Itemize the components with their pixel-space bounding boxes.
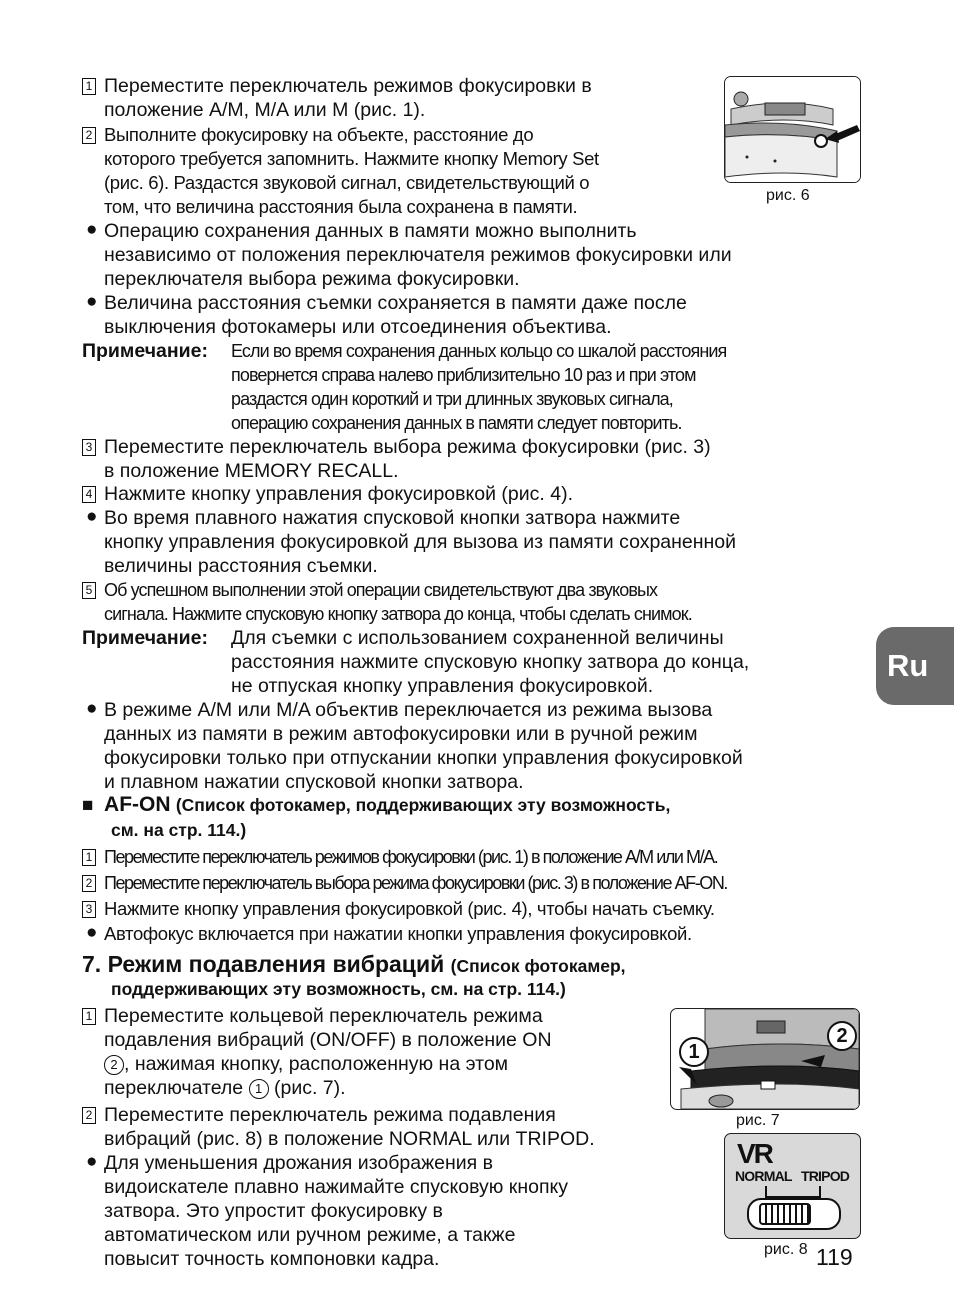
bullet-c-line2: данных из памяти в режим автофокусировки или в ручной режим (104, 723, 698, 745)
note2-line1: Для съемки с использованием сохраненной величины (231, 627, 724, 649)
step5-line2: сигнала. Нажмите спусковую кнопку затвора до конца, чтобы сделать снимок. (104, 604, 692, 624)
step2-line3: (рис. 6). Раздастся звуковой сигнал, свидетельствующий о (104, 172, 590, 193)
bullet-d: Автофокус включается при нажатии кнопки управления фокусировкой. (104, 923, 692, 944)
step4-line1: Нажмите кнопку управления фокусировкой (рис. 4). (104, 483, 573, 505)
section7-title: 7. Режим подавления вибраций (Список фотокамер, (82, 951, 626, 977)
step2-line1: Выполните фокусировку на объекте, расстояние до (104, 124, 534, 145)
step-number: 2 (82, 1107, 96, 1124)
step-number: 1 (82, 849, 96, 866)
bullet-a1-line3: переключателя выбора режима фокусировки. (104, 268, 520, 290)
circled-number-icon: 2 (104, 1055, 124, 1075)
step-number: 2 (82, 875, 96, 892)
step-number: 2 (82, 127, 96, 144)
afon-heading: ■ AF-ON (Список фотокамер, поддерживающих эту возможность, (82, 793, 671, 816)
bullet-icon: ● (86, 922, 98, 943)
marker-1-icon: 1 (679, 1037, 709, 1067)
bullet-b-line2: кнопку управления фокусировкой для вызова из памяти сохраненной (104, 531, 737, 553)
vr-step2-line2: вибраций (рис. 8) в положение NORMAL или TRIPOD. (104, 1128, 595, 1150)
switch-bracket (765, 1186, 821, 1198)
switch-knob (759, 1203, 811, 1225)
vr-step1-line2: подавления вибраций (ON/OFF) в положение ON (104, 1029, 552, 1051)
bullet-icon: ● (86, 1151, 98, 1172)
step-number: 4 (82, 486, 96, 503)
note1-label: Примечание: (82, 340, 208, 362)
afon-step3: Нажмите кнопку управления фокусировкой (рис. 4), чтобы начать съемку. (104, 898, 715, 919)
normal-label: NORMAL (735, 1168, 792, 1184)
figure-6 (724, 76, 861, 183)
step2-line2: которого требуется запомнить. Нажмите кнопку Memory Set (104, 148, 599, 169)
vr-step1-line1: Переместите кольцевой переключатель режима (104, 1005, 543, 1027)
note2-line3: не отпуская кнопку управления фокусировкой. (231, 675, 654, 697)
step3-line1: Переместите переключатель выбора режима фокусировки (рис. 3) (104, 436, 711, 458)
note1-line4: операцию сохранения данных в памяти следует повторить. (231, 413, 682, 433)
bullet-icon: ● (86, 698, 98, 719)
bullet-icon: ● (86, 219, 98, 240)
bullet-a1-line2: независимо от положения переключателя режимов фокусировки или (104, 244, 732, 266)
vr-mode-switch (747, 1198, 841, 1230)
step2-line4: том, что величина расстояния была сохранена в памяти. (104, 196, 578, 217)
vr-label: VR (737, 1138, 772, 1169)
bullet-c-line1: В режиме A/M или M/A объектив переключается из режима вызова (104, 699, 713, 721)
bullet-a1-line1: Операцию сохранения данных в памяти можно выполнить (104, 220, 637, 242)
bullet-icon: ● (86, 291, 98, 312)
bullet-e-line5: повысит точность компоновки кадра. (104, 1248, 440, 1270)
bullet-b-line1: Во время плавного нажатия спусковой кнопки затвора нажмите (104, 507, 681, 529)
bullet-a2-line1: Величина расстояния съемки сохраняется в памяти даже после (104, 292, 687, 314)
bullet-e-line3: затвора. Это упростит фокусировку в (104, 1200, 443, 1222)
bullet-e-line1: Для уменьшения дрожания изображения в (104, 1152, 493, 1174)
afon-step1: Переместите переключатель режимов фокусировки (рис. 1) в положение A/M или M/A. (104, 847, 718, 867)
step-number: 1 (82, 78, 96, 95)
note1-line1: Если во время сохранения данных кольцо со шкалой расстояния (231, 341, 727, 361)
figure-6-caption: рис. 6 (766, 187, 810, 204)
step1-line1: Переместите переключатель режимов фокусировки в (104, 75, 592, 97)
figure-8 (724, 1133, 861, 1239)
section7-title-line2: поддерживающих эту возможность, см. на стр. 114.) (111, 979, 566, 999)
figure-7 (670, 1008, 860, 1110)
step3-line2: в положение MEMORY RECALL. (104, 460, 399, 482)
figure-8-caption: рис. 8 (764, 1241, 808, 1258)
note1-line2: повернется справа налево приблизительно 10 раз и при этом (231, 365, 696, 385)
step1-line2: положение A/M, M/A или M (рис. 1). (104, 99, 426, 121)
bullet-c-line4: и плавном нажатии спусковой кнопки затвора. (104, 771, 524, 793)
figure-7-caption: рис. 7 (736, 1112, 780, 1129)
step-number: 3 (82, 901, 96, 918)
step-number: 1 (82, 1008, 96, 1025)
afon-heading-line2: см. на стр. 114.) (111, 820, 247, 840)
step5-line1: Об успешном выполнении этой операции свидетельствуют два звуковых (104, 580, 658, 600)
bullet-e-line2: видоискателе плавно нажимайте спусковую кнопку (104, 1176, 569, 1198)
square-bullet-icon: ■ (82, 795, 94, 816)
vr-step1-line3: 2 , нажимая кнопку, расположенную на этом (104, 1052, 508, 1076)
bullet-e-line4: автоматическом или ручном режиме, а также (104, 1224, 516, 1246)
marker-2-icon: 2 (827, 1021, 857, 1051)
afon-step2: Переместите переключатель выбора режима фокусировки (рис. 3) в положение AF-ON. (104, 873, 727, 893)
lens-memory-set-illustration (725, 77, 860, 182)
vr-step1-line4: переключателе 1 (рис. 7). (104, 1077, 346, 1099)
language-tab: Ru (876, 627, 954, 705)
tripod-label: TRIPOD (801, 1168, 850, 1184)
note1-line3: раздастся один короткий и три длинных звуковых сигнала, (231, 389, 673, 409)
bullet-a2-line2: выключения фотокамеры или отсоединения объектива. (104, 316, 612, 338)
page-number: 119 (816, 1244, 853, 1270)
circled-number-icon: 1 (249, 1079, 269, 1099)
vr-step2-line1: Переместите переключатель режима подавления (104, 1104, 556, 1126)
bullet-c-line3: фокусировки только при отпускании кнопки управления фокусировкой (104, 747, 743, 769)
step-number: 3 (82, 439, 96, 456)
bullet-icon: ● (86, 506, 98, 527)
note2-line2: расстояния нажмите спусковую кнопку затвора до конца, (231, 651, 750, 673)
bullet-b-line3: величины расстояния съемки. (104, 555, 378, 577)
step-number: 5 (82, 582, 96, 599)
note2-label: Примечание: (82, 627, 208, 649)
